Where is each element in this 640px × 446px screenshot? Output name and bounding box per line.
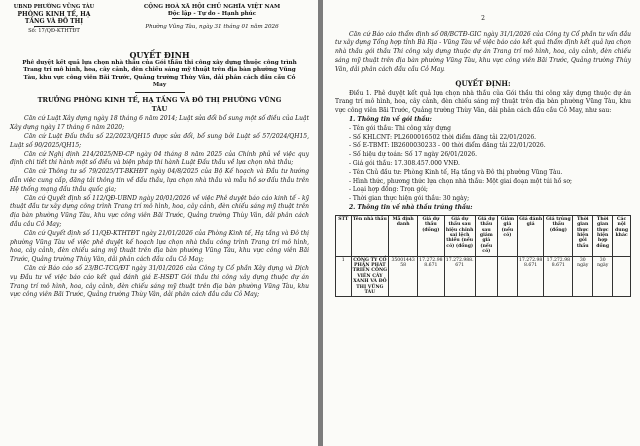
col-evaluated-price: Giá đánh giá: [517, 215, 544, 256]
article-1: Điều 1. Phê duyệt kết quả lựa chọn nhà thầu của Gói thầu thi công xây dựng thuộc dự án Trang trí mô hình, hoa, cây cảnh, đèn chiếu sáng mỹ thuật trên địa bàn phường Vũng Tàu, khu vực công viên Bãi Trước, Quảng trường Thùy Vân, dải phân cách đầu cầu Cỏ May, như sau:: [335, 89, 631, 115]
subject-underline: [135, 92, 185, 93]
cell-package-duration: 30 ngày: [573, 256, 593, 297]
legal-basis-3: Căn cứ Nghị định 214/2025/NĐ-CP ngày 04 tháng 8 năm 2025 của Chính phủ về việc quy định chi tiết thi hành một số điều và biện pháp thi hành Luật Đấu thầu về lựa chọn nhà thầu;: [10, 150, 309, 167]
national-heading: [112, 4, 312, 30]
cell-bidder-name: CÔNG TY CỔ PHẦN PHÁT TRIỂN CÔNG VIÊN CÂY XANH VÀ ĐÔ THỊ VŨNG TÀU: [352, 257, 388, 296]
col-stt: STT: [336, 215, 352, 256]
cell-adjusted-price: 17.272.988.671: [444, 256, 475, 297]
decision-subject: Phê duyệt kết quả lựa chọn nhà thầu của Gói thầu thi công xây dựng thuộc công trình Trang trí mô hình, hoa, cây cảnh, đèn chiếu sáng mỹ thuật trên địa bàn phường Vũng Tàu, khu vực công viên Bãi Trước, Quảng trường Thùy Vân, dải phân cách đầu cầu Cỏ May: [22, 60, 297, 89]
page-2-body: [335, 31, 631, 298]
table-header-row: [336, 215, 631, 256]
page-number: 2: [481, 15, 485, 22]
legal-basis-4: Căn cứ Thông tư số 79/2025/TT-BKHĐT ngày 04/8/2025 của Bộ Kế hoạch và Đầu tư hướng dẫn việc cung cấp, đăng tải thông tin về đấu thầu, lựa chọn nhà thầu và mẫu hồ sơ đấu thầu trên Hệ thống mạng đấu thầu quốc gia;: [10, 168, 309, 193]
col-package-duration: Thời gian thực hiện gói thầu: [573, 215, 593, 256]
cell-evaluated-price: 17.272.988.671: [517, 256, 544, 297]
section-2-heading: 2. Thông tin về nhà thầu trúng thầu:: [349, 203, 473, 211]
place-date: Phường Vũng Tàu, ngày 31 tháng 01 năm 2026: [145, 23, 279, 30]
col-contract-duration: Thời gian thực hiện hợp đồng: [593, 215, 613, 256]
org-name: PHÒNG KINH TẾ, HẠ TẦNG VÀ ĐÔ THỊ: [17, 10, 91, 25]
col-discounted-price: Giá dự thầu sau giảm giá (nếu có): [475, 215, 497, 256]
section-1-heading: 1. Thông tin về gói thầu:: [349, 115, 432, 123]
col-discount: Giảm giá (nếu có): [497, 215, 517, 256]
cell-discount: [497, 256, 517, 297]
legal-basis-5: Căn cứ Quyết định số 112/QĐ-UBND ngày 20/01/2026 về việc Phê duyệt báo cáo kinh tế - kỹ thuật đầu tư xây dựng công trình Trang trí mô hình, hoa, cây cảnh, đèn chiếu sáng mỹ thuật trên địa bàn phường Vũng Tàu, khu vực công viên Bãi Trước, Quảng trường Thùy Vân, dải phân cách đầu cầu Cỏ May;: [10, 194, 309, 228]
decides-heading: QUYẾT ĐỊNH:: [455, 78, 511, 88]
package-name: - Tên gói thầu: Thi công xây dựng: [349, 124, 451, 132]
cell-winning-price: 17.272.988.671: [544, 256, 573, 297]
cell-stt: 1: [336, 256, 352, 297]
cell-other: [613, 256, 631, 297]
package-info-list: [335, 125, 631, 204]
document-type: QUYẾT ĐỊNH: [129, 50, 190, 60]
country-name: CỘNG HOÀ XÃ HỘI CHỦ NGHĨA VIỆT NAM: [143, 4, 281, 10]
winning-bidder-table: [335, 215, 631, 298]
execution-time: - Thời gian thực hiện gói thầu: 30 ngày;: [349, 195, 470, 203]
motto: Độc lập - Tự do - Hạnh phúc: [167, 10, 257, 17]
authority-title: TRƯỞNG PHÒNG KINH TẾ, HẠ TẦNG VÀ ĐÔ THỊ PHƯỜNG VŨNG TÀU: [37, 96, 282, 113]
package-price: - Giá gói thầu: 17.308.457.000 VNĐ.: [349, 159, 460, 167]
issuing-org-block: [10, 4, 98, 35]
selection-method: - Hình thức, phương thức lựa chọn nhà thầu: Một giai đoạn một túi hồ sơ;: [349, 177, 572, 185]
col-bid-price: Giá dự thầu (đồng): [418, 215, 445, 256]
document-number: Số: 17/QĐ-KTHTĐT: [28, 28, 80, 35]
contract-type: - Loại hợp đồng: Trọn gói;: [349, 186, 428, 194]
estimate-number: - Số hiệu dự toán: Số 17 ngày 26/01/2026.: [349, 151, 478, 159]
legal-basis-7: Căn cứ Báo cáo số 23/BC-TCG/ĐT ngày 31/01/2026 của Công ty Cổ phần Xây dựng và Dịch vụ Đầu tư về việc báo cáo kết quả đánh giá E-HSĐT Gói thầu thi công xây dựng thuộc dự án Trang trí mô hình, hoa, cây cảnh, đèn chiếu sáng mỹ thuật trên địa bàn phường Vũng Tàu, khu vực công viên Bãi Trước, Quảng trường Thùy Vân, dải phân cách đầu cầu Cỏ May;: [10, 264, 309, 299]
motto-underline: [172, 18, 252, 19]
investor-name: - Tên Chủ đầu tư: Phòng Kinh tế, Hạ tầng và Đô thị phường Vũng Tàu.: [349, 168, 563, 176]
col-bidder-name: Tên nhà thầu: [351, 215, 389, 256]
org-parent: UBND PHƯỜNG VŨNG TÀU: [13, 4, 95, 10]
document-page-1: [0, 0, 318, 446]
tender-notice-number: - Số E-TBMT: IB2600030233 - 00 thời điểm đăng tải 22/01/2026.: [349, 142, 546, 150]
document-page-2: [323, 0, 640, 446]
cell-identifier: 3500144358: [389, 256, 418, 297]
col-other: Các nội dung khác: [613, 215, 631, 256]
decision-body: [10, 50, 309, 300]
legal-basis-1: Căn cứ Luật Xây dựng ngày 18 tháng 6 năm 2014; Luật sửa đổi bổ sung một số điều của Luật Xây dựng ngày 17 tháng 6 năm 2020;: [10, 115, 309, 132]
cell-discounted-price: [475, 256, 497, 297]
legal-basis-6: Căn cứ Quyết định số 11/QĐ-KTHTĐT ngày 21/01/2026 của Phòng Kinh tế, Hạ tầng và Đô thị phường Vũng Tàu về việc phê duyệt kế hoạch lựa chọn nhà thầu công trình Trang trí mô hình, hoa, cây cảnh, đèn chiếu sáng mỹ thuật trên địa bàn phường Vũng Tàu, khu vực công viên Bãi Trước, Quảng trường Thùy Vân, dải phân cách đầu cầu Cỏ May;: [10, 229, 309, 264]
table-row: [336, 256, 631, 297]
cell-bid-price: 17.272.988.671: [418, 256, 445, 297]
cell-contract-duration: 30 ngày: [593, 256, 613, 297]
legal-basis-2: Căn cứ Luật Đấu thầu số 22/2023/QH15 được sửa đổi, bổ sung bởi Luật số 57/2024/QH15, Luật số 90/2025/QH15;: [10, 133, 309, 149]
col-adjusted-price: Giá dự thầu sau hiệu chỉnh sai lệch thiếu (nếu có) (đồng): [444, 215, 475, 256]
col-winning-price: Giá trúng thầu (đồng): [544, 215, 573, 256]
plan-number: - Số KHLCNT: PL2600016502 thời điểm đăng tải 22/01/2026.: [349, 133, 537, 141]
col-identifier: Mã định danh: [389, 215, 418, 256]
appraisal-basis: Căn cứ Báo cáo thẩm định số 08/BCTĐ-GIC ngày 31/1/2026 của Công ty Cổ phần tư vấn đầu tư xây dựng Tổng hợp tỉnh Bà Rịa - Vũng Tàu về việc báo cáo kết quả thẩm định kết quả lựa chọn nhà thầu gói thầu Thi công xây dựng thuộc dự án Trang trí mô hình, hoa, cây cảnh, đèn chiếu sáng mỹ thuật trên địa bàn phường Vũng Tàu, khu vực công viên Bãi Trước, Quảng trường Thùy Vân, dải phân cách đầu cầu Cỏ May.: [335, 30, 631, 73]
org-underline: [34, 26, 74, 27]
